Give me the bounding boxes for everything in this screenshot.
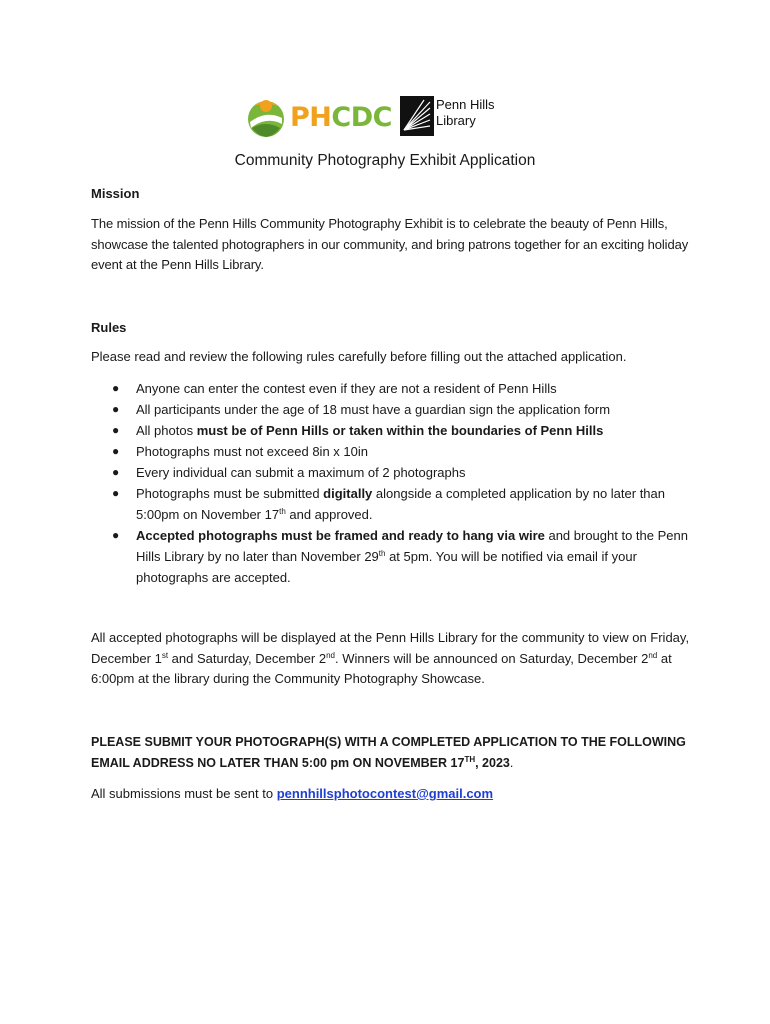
list-item: ● Accepted photographs must be framed and ready to hang via wire and brought to the Penn Hills Library by no later than November 29th at 5pm. You will be notified via email if your photographs are accepted. <box>91 525 691 588</box>
bullet-icon: ● <box>112 528 120 542</box>
penn-hills-library-logo-text: Penn Hills Library <box>436 97 495 128</box>
email-link[interactable]: pennhillsphotocontest@gmail.com <box>276 786 494 801</box>
display-info-text: All accepted photographs will be displayed at the Penn Hills Library for the community to view on Friday, December 1st and Saturday, December 2nd. Winners will be announced on Saturday, December 2nd at 6:00pm at the library during the Community Photography Showcase. <box>91 630 690 687</box>
phcdc-logo-icon <box>246 98 286 138</box>
rules-heading: Rules <box>91 320 127 335</box>
rules-list <box>91 378 691 588</box>
submission-notice: PLEASE SUBMIT YOUR PHOTOGRAPH(S) WITH A COMPLETED APPLICATION TO THE FOLLOWING EMAIL ADDRESS NO LATER THAN 5:00 pm ON NOVEMBER 17TH, 2023. <box>91 735 686 770</box>
list-item: ● Anyone can enter the contest even if they are not a resident of Penn Hills <box>91 378 691 399</box>
list-item: ● Every individual can submit a maximum of 2 photographs <box>91 462 691 483</box>
list-item: ● Photographs must be submitted digitally alongside a completed application by no later than 5:00pm on November 17th and approved. <box>91 483 691 525</box>
bullet-icon: ● <box>112 444 120 458</box>
rules-intro: Please read and review the following rules carefully before filling out the attached application. <box>91 349 627 364</box>
mission-text: The mission of the Penn Hills Community Photography Exhibit is to celebrate the beauty of Penn Hills, showcase the talented photographers in our community, and bring patrons together for an exciting holiday event at the Penn Hills Library. <box>91 216 689 273</box>
header-logos <box>246 94 506 140</box>
email-instruction: All submissions must be sent to pennhillsphotocontest@gmail.com <box>91 786 494 801</box>
page-title: Community Photography Exhibit Application <box>234 152 536 169</box>
list-item: ● All participants under the age of 18 must have a guardian sign the application form <box>91 399 691 420</box>
bullet-icon: ● <box>112 381 120 395</box>
bullet-icon: ● <box>112 486 120 500</box>
bullet-icon: ● <box>112 465 120 479</box>
list-item: ● Photographs must not exceed 8in x 10in <box>91 441 691 462</box>
list-item: ● All photos must be of Penn Hills or taken within the boundaries of Penn Hills <box>91 420 691 441</box>
penn-hills-library-logo-icon <box>400 96 434 136</box>
phcdc-logo-text: PHCDC <box>290 102 392 133</box>
mission-heading: Mission <box>91 186 140 201</box>
bullet-icon: ● <box>112 423 120 437</box>
bullet-icon: ● <box>112 402 120 416</box>
